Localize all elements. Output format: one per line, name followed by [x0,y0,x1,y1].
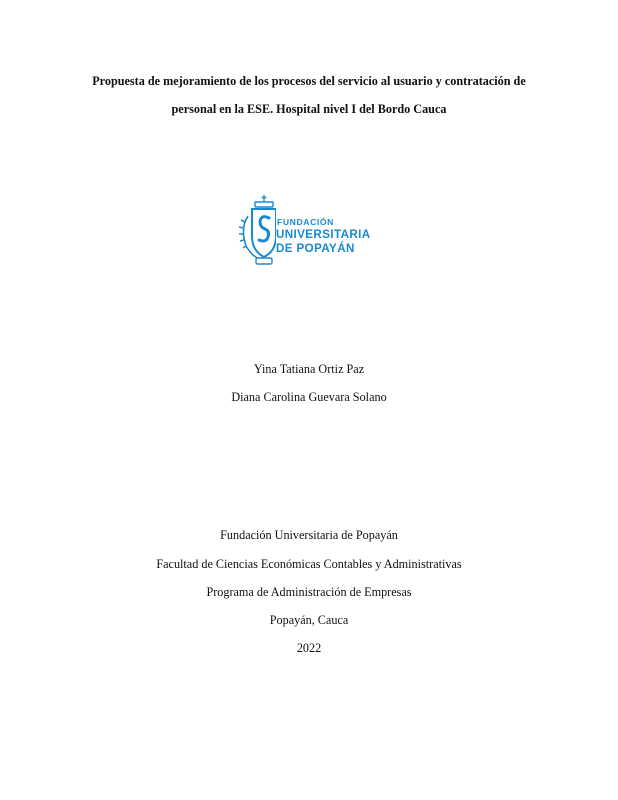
faculty-name: Facultad de Ciencias Económicas Contables y Administrativas [156,557,462,571]
university-crest-icon [236,194,276,270]
title-line-2: personal en la ESE. Hospital nivel I del Bordo Cauca [171,102,447,116]
university-logo [236,194,396,270]
author-1: Yina Tatiana Ortiz Paz [253,362,365,376]
city: Popayán, Cauca [269,613,349,627]
institution-name: Fundación Universitaria de Popayán [220,528,398,542]
year: 2022 [296,641,322,655]
program-name: Programa de Administración de Empresas [206,585,412,599]
logo-text-line-2: UNIVERSITARIA [276,228,371,241]
author-2: Diana Carolina Guevara Solano [231,390,387,404]
logo-text-line-1: FUNDACIÓN [277,217,334,227]
title-line-1: Propuesta de mejoramiento de los procesos del servicio al usuario y contratación de [92,74,526,88]
logo-text-line-3: DE POPAYÁN [276,242,355,255]
